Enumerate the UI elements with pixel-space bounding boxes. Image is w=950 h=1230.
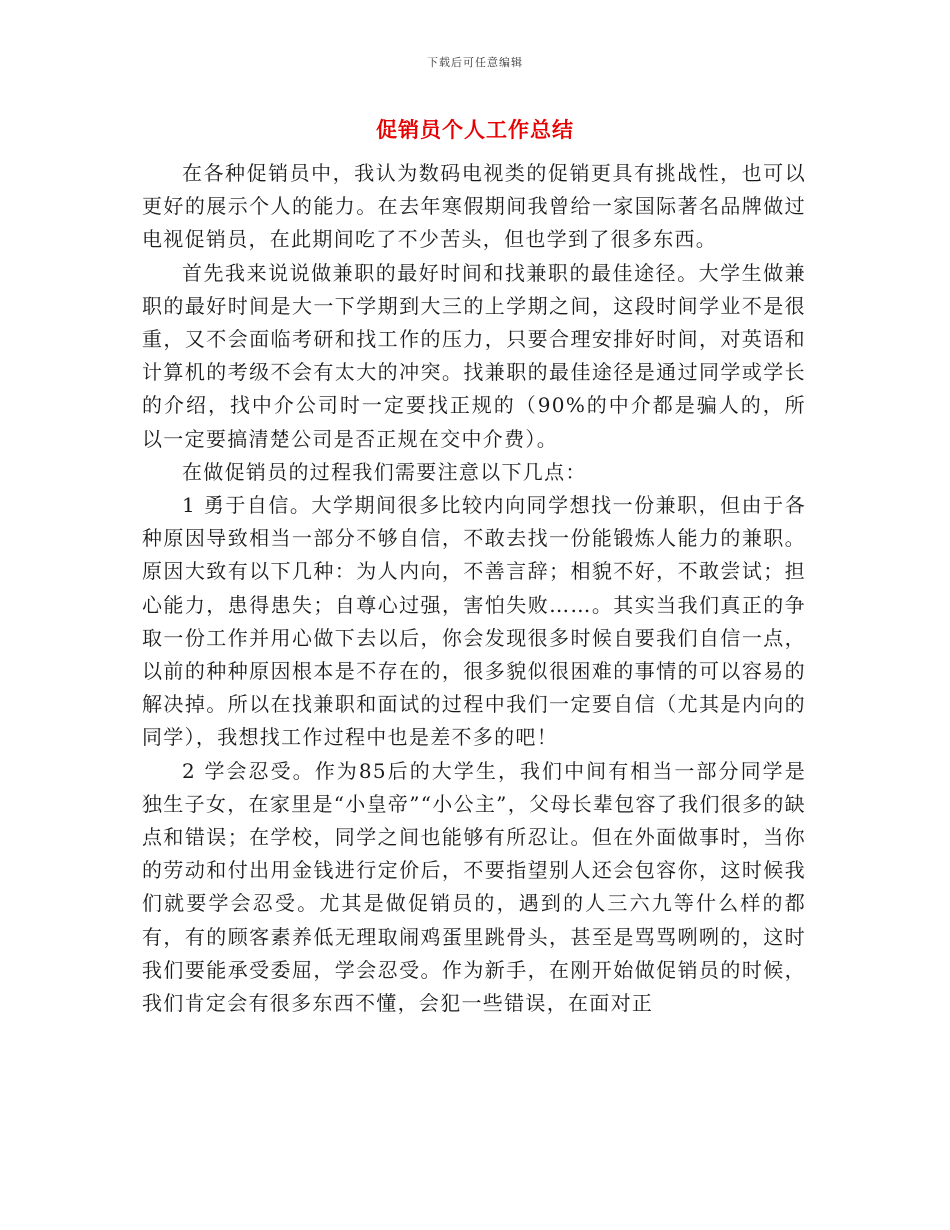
- paragraph-intro: 在各种促销员中，我认为数码电视类的促销更具有挑战性，也可以更好的展示个人的能力。在去年寒假期间我曾给一家国际著名品牌做过电视促销员，在此期间吃了不少苦头，但也学到了很多东西。: [142, 161, 806, 252]
- document-body: [142, 157, 806, 1020]
- header-note: 下载后可任意编辑: [427, 56, 523, 69]
- paragraph-timing: 首先我来说说做兼职的最好时间和找兼职的最佳途径。大学生做兼职的最好时间是大一下学期到大三的上学期之间，这段时间学业不是很重，又不会面临考研和找工作的压力，只要合理安排好时间，对英语和计算机的考级不会有太大的冲突。找兼职的最佳途径是通过同学或学长的介绍，找中介公司时一定要找正规的（90%的中介都是骗人的，所以一定要搞清楚公司是否正规在交中介费）。: [142, 260, 806, 451]
- document-title: 促销员个人工作总结: [376, 118, 574, 142]
- paragraph-point-2: 2 学会忍受。作为85后的大学生，我们中间有相当一部分同学是独生子女，在家里是“小皇帝”“小公主”，父母长辈包容了我们很多的缺点和错误；在学校，同学之间也能够有所忍让。但在外面做事时，当你的劳动和付出用金钱进行定价后，不要指望别人还会包容你，这时候我们就要学会忍受。尤其是做促销员的，遇到的人三六九等什么样的都有，有的顾客素养低无理取闹鸡蛋里跳骨头，甚至是骂骂咧咧的，这时我们要能承受委屈，学会忍受。作为新手，在刚开始做促销员的时候，我们肯定会有很多东西不懂，会犯一些错误，在面对正: [142, 758, 806, 1016]
- paragraph-point-1: 1 勇于自信。大学期间很多比较内向同学想找一份兼职，但由于各种原因导致相当一部分不够自信，不敢去找一份能锻炼人能力的兼职。原因大致有以下几种：为人内向，不善言辞；相貌不好，不敢尝试；担心能力，患得患失；自尊心过强，害怕失败……。其实当我们真正的争取一份工作并用心做下去以后，你会发现很多时候自要我们自信一点，以前的种种原因根本是不存在的，很多貌似很困难的事情的可以容易的解决掉。所以在找兼职和面试的过程中我们一定要自信（尤其是内向的同学），我想找工作过程中也是差不多的吧！: [142, 493, 806, 750]
- paragraph-points-intro: 在做促销员的过程我们需要注意以下几点：: [182, 459, 587, 484]
